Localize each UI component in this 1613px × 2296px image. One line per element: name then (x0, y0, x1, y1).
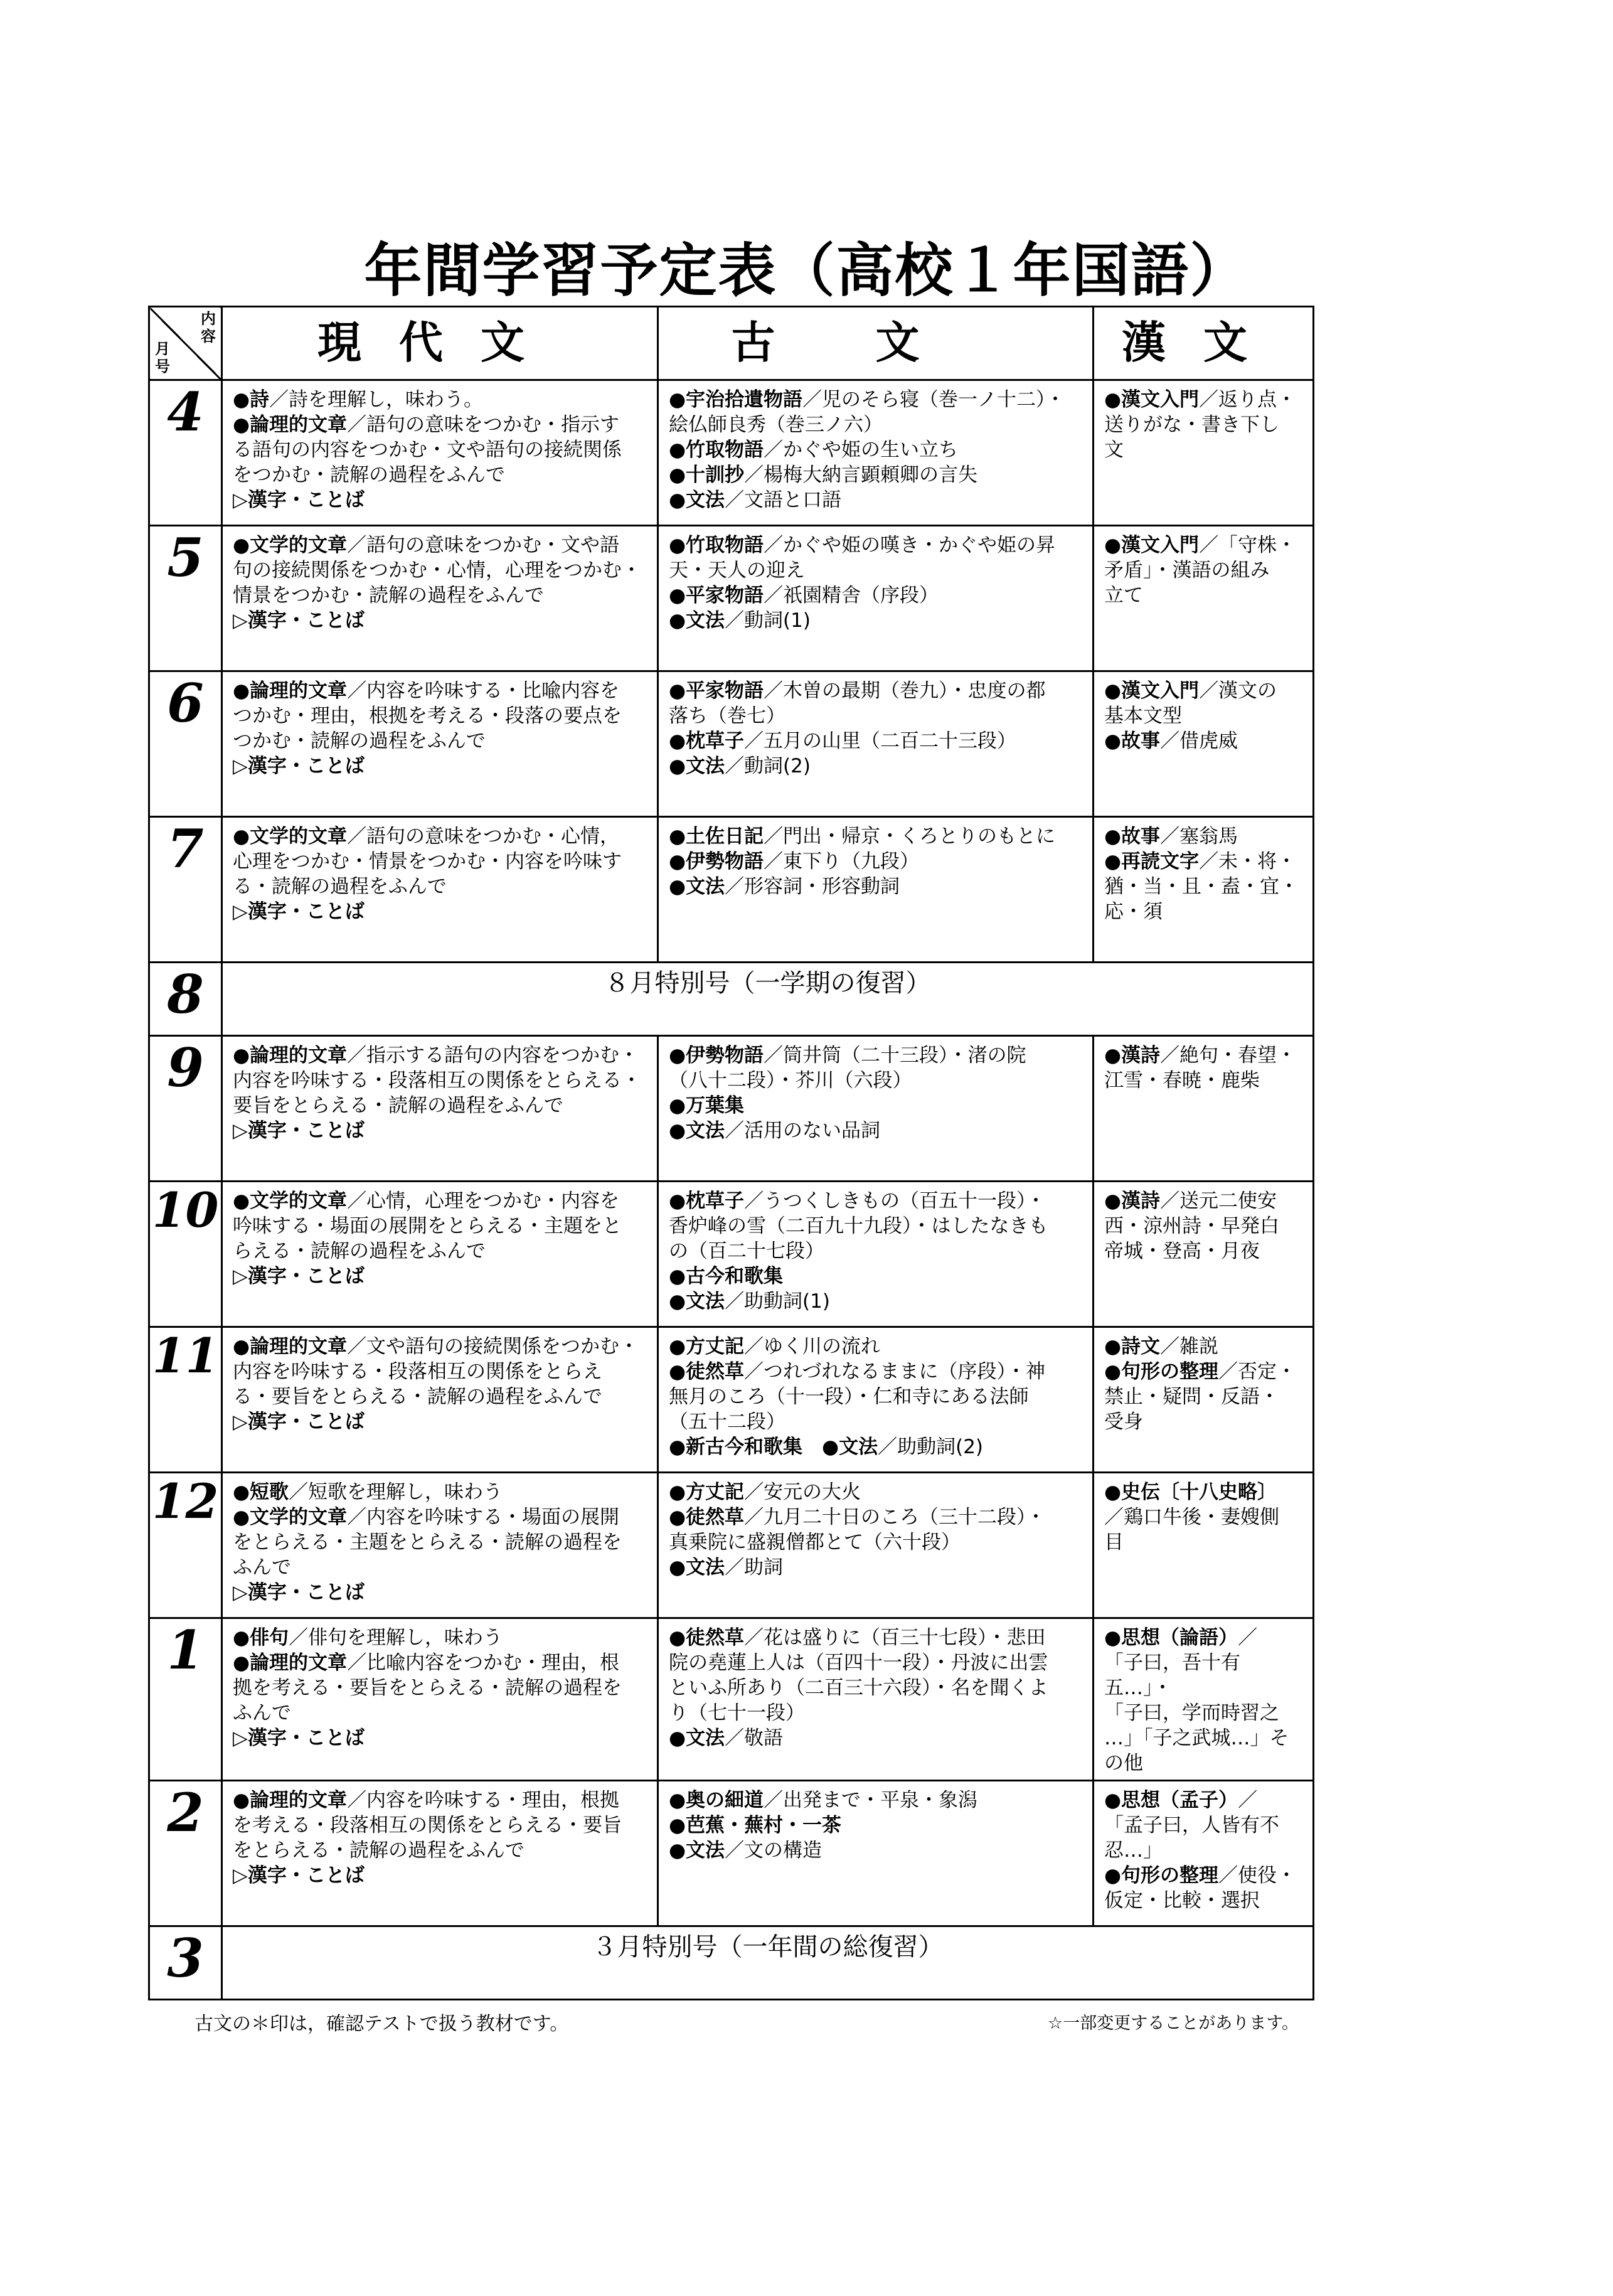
cell-line: （五十二段） (669, 1411, 785, 1433)
month-number: 8 (149, 963, 222, 1036)
month-row-7 (149, 817, 1314, 963)
month-row-9 (149, 1036, 1314, 1182)
month-number: 11 (149, 1327, 222, 1473)
cell-line: ●文法／動詞(1) (669, 609, 811, 632)
cell-line: ▷漢字・ことば (233, 1727, 365, 1749)
cell-line: ●枕草子／五月の山里（二百二十三段） (669, 730, 1017, 752)
kobun-cell (658, 671, 1094, 817)
cell-line: り（七十一段） (669, 1702, 805, 1724)
cell-line: ●徒然草／つれづれなるままに（序段）・神 (669, 1360, 1045, 1383)
cell-line: ●宇治拾遺物語／児のそら寝（巻一ノ十二）・ (669, 388, 1065, 411)
kanbun-cell (1094, 1473, 1314, 1618)
cell-line: ●短歌／短歌を理解し，味わう (233, 1481, 503, 1503)
month-number: 2 (149, 1781, 222, 1926)
cell-line: ●論理的文章／内容を吟味する・比喩内容を (233, 680, 620, 702)
cell-line: ●論理的文章／語句の意味をつかむ・指示す (233, 414, 620, 436)
footnote-asterisk: 古文の＊印は，確認テストで扱う教材です。 (194, 2013, 569, 2035)
cell-line: ●思想（論語）／ (1104, 1626, 1258, 1649)
corner-month-label: 月 号 (155, 340, 170, 375)
gendaibun-cell (222, 1618, 658, 1781)
kobun-cell (658, 1182, 1094, 1327)
cell-line: らえる・読解の過程をふんで (233, 1240, 486, 1263)
month-row-3 (149, 1926, 1314, 2000)
cell-line: 受身 (1104, 1411, 1143, 1433)
cell-line: 立て (1104, 584, 1143, 607)
special-issue-label: ８月特別号（一学期の復習） (222, 963, 1314, 1036)
cell-line: ●文法／文語と口語 (669, 489, 842, 511)
kobun-cell (658, 1473, 1094, 1618)
gendaibun-cell (222, 1182, 658, 1327)
gendaibun-cell (222, 817, 658, 963)
cell-line: ●徒然草／花は盛りに（百三十七段）・悲田 (669, 1626, 1046, 1649)
column-header-kanbun: 漢文 (1094, 307, 1314, 380)
cell-line: ▷漢字・ことば (233, 755, 365, 777)
cell-line: 猶・当・且・盍・宜・ (1104, 875, 1299, 898)
cell-line: ●詩文／雑説 (1104, 1335, 1219, 1358)
cell-line: ●方丈記／安元の大火 (669, 1481, 861, 1503)
cell-line: ●文法／活用のない品詞 (669, 1119, 881, 1142)
kobun-cell (658, 1327, 1094, 1473)
cell-line: ●文法／敬語 (669, 1727, 784, 1749)
month-row-10 (149, 1182, 1314, 1327)
gendaibun-cell (222, 380, 658, 526)
cell-line: ●文法／助動詞(1) (669, 1290, 830, 1313)
cell-line: ●俳句／俳句を理解し，味わう (233, 1626, 503, 1649)
cell-line: ●万葉集 (669, 1094, 745, 1117)
cell-line: 落ち（巻七） (669, 705, 785, 727)
cell-line: ●論理的文章／指示する語句の内容をつかむ・ (233, 1044, 639, 1067)
kobun-cell (658, 817, 1094, 963)
cell-line: 絵仏師良秀（巻三ノ六） (669, 414, 883, 436)
cell-line: ●論理的文章／内容を吟味する・理由，根拠 (233, 1789, 620, 1812)
cell-line: ●漢詩／送元二使安 (1104, 1190, 1277, 1212)
cell-line: 真乗院に盛親僧都とて（六十段） (669, 1531, 961, 1554)
kanbun-cell (1094, 1781, 1314, 1926)
cell-line: 矛盾」・漢語の組み (1104, 559, 1270, 582)
cell-line: ●再読文字／未・将・ (1104, 850, 1297, 873)
cell-line: 忍…」 (1104, 1839, 1163, 1862)
cell-line: ▷漢字・ことば (233, 1581, 365, 1604)
cell-line: ●文学的文章／語句の意味をつかむ・文や語 (233, 534, 620, 557)
month-row-2 (149, 1781, 1314, 1926)
header-row (149, 307, 1314, 380)
cell-line: ●土佐日記／門出・帰京・くろとりのもとに (669, 825, 1056, 848)
cell-line: 天・天人の迎え (669, 559, 805, 582)
cell-line: ●平家物語／木曽の最期（巻九）・忠度の都 (669, 680, 1046, 702)
cell-line: ●漢文入門／漢文の (1104, 680, 1277, 702)
kanbun-cell (1094, 1182, 1314, 1327)
month-row-6 (149, 671, 1314, 817)
cell-line: 香炉峰の雪（二百九十九段）・はしたなきも (669, 1215, 1048, 1237)
cell-line: ふんで (233, 1556, 291, 1579)
cell-line: ▷漢字・ことば (233, 1864, 365, 1887)
cell-line: ●芭蕉・蕪村・一茶 (669, 1814, 842, 1837)
kanbun-cell (1094, 1036, 1314, 1182)
kanbun-cell (1094, 1618, 1314, 1781)
cell-line: をとらえる・読解の過程をふんで (233, 1839, 524, 1862)
cell-line: ●文法／形容詞・形容動詞 (669, 875, 900, 898)
kanbun-cell (1094, 671, 1314, 817)
cell-line: ●伊勢物語／東下り（九段） (669, 850, 920, 873)
kanbun-cell (1094, 1327, 1314, 1473)
month-number: 3 (149, 1926, 222, 2000)
month-row-5 (149, 526, 1314, 671)
cell-line: ●伊勢物語／筒井筒（二十三段）・渚の院 (669, 1044, 1026, 1067)
gendaibun-cell (222, 1327, 658, 1473)
cell-line: 仮定・比較・選択 (1104, 1889, 1260, 1912)
month-number: 12 (149, 1473, 222, 1618)
cell-line: ●思想（孟子）／ (1104, 1789, 1258, 1812)
cell-line: る語句の内容をつかむ・文や語句の接続関係 (233, 439, 622, 461)
cell-line: ●文学的文章／内容を吟味する・場面の展開 (233, 1506, 620, 1529)
cell-line: ●徒然草／九月二十日のころ（三十二段）・ (669, 1506, 1046, 1529)
cell-line: ●新古今和歌集 ●文法／助動詞(2) (669, 1436, 984, 1458)
month-row-4 (149, 380, 1314, 526)
cell-line: ●詩／詩を理解し，味わう。 (233, 388, 484, 411)
cell-line: を考える・段落相互の関係をとらえる・要旨 (233, 1814, 622, 1837)
kanbun-cell (1094, 817, 1314, 963)
cell-line: ●竹取物語／かぐや姫の生い立ち (669, 439, 959, 461)
month-number: 4 (149, 380, 222, 526)
kobun-cell (658, 380, 1094, 526)
corner-header (149, 307, 222, 380)
cell-line: ▷漢字・ことば (233, 1119, 365, 1142)
cell-line: ●文法／文の構造 (669, 1839, 822, 1862)
cell-line: ▷漢字・ことば (233, 1265, 365, 1288)
cell-line: ●故事／塞翁馬 (1104, 825, 1238, 848)
cell-line: る・要旨をとらえる・読解の過程をふんで (233, 1386, 602, 1408)
cell-line: をとらえる・主題をとらえる・読解の過程を (233, 1531, 622, 1554)
cell-line: ●方丈記／ゆく川の流れ (669, 1335, 881, 1358)
column-header-kobun: 古文 (658, 307, 1094, 380)
month-number: 10 (149, 1182, 222, 1327)
gendaibun-cell (222, 1473, 658, 1618)
cell-line: ●句形の整理／否定・ (1104, 1360, 1297, 1383)
month-number: 7 (149, 817, 222, 963)
gendaibun-cell (222, 1036, 658, 1182)
cell-line: 内容を吟味する・段落相互の関係をとらえる・ (233, 1069, 641, 1092)
cell-line: ●漢詩／絶句・春望・ (1104, 1044, 1297, 1067)
month-number: 1 (149, 1618, 222, 1781)
cell-line: の（百二十七段） (669, 1240, 824, 1263)
column-header-gendaibun: 現代文 (222, 307, 658, 380)
kobun-cell (658, 1618, 1094, 1781)
cell-line: 拠を考える・要旨をとらえる・読解の過程を (233, 1677, 622, 1699)
cell-line: る・読解の過程をふんで (233, 875, 447, 898)
footnote-change-notice: ☆一部変更することがあります。 (1048, 2014, 1299, 2033)
cell-line: ●竹取物語／かぐや姫の嘆き・かぐや姫の昇 (669, 534, 1056, 557)
cell-line: つかむ・理由，根拠を考える・段落の要点を (233, 705, 622, 727)
cell-line: ▷漢字・ことば (233, 609, 365, 632)
cell-line: ●漢文入門／「守株・ (1104, 534, 1297, 557)
cell-line: 西・涼州詩・早発白 (1104, 1215, 1279, 1237)
kobun-cell (658, 1781, 1094, 1926)
cell-line: 「孟子曰，人皆有不 (1104, 1814, 1279, 1837)
cell-line: 目 (1104, 1531, 1124, 1554)
cell-line: 禁止・疑問・反語・ (1104, 1386, 1279, 1408)
cell-line: ●古今和歌集 (669, 1265, 784, 1288)
kanbun-cell (1094, 380, 1314, 526)
cell-line: ●史伝〔十八史略〕 (1104, 1481, 1277, 1503)
cell-line: 内容を吟味する・段落相互の関係をとらえ (233, 1360, 602, 1383)
cell-line: ●奥の細道／出発まで・平泉・象潟 (669, 1789, 978, 1812)
gendaibun-cell (222, 1781, 658, 1926)
cell-line: ●平家物語／祇園精舎（序段） (669, 584, 939, 607)
gendaibun-cell (222, 671, 658, 817)
page-title: 年間学習予定表（高校１年国語） (364, 237, 1249, 304)
month-row-12 (149, 1473, 1314, 1618)
cell-line: ●枕草子／うつくしきもの（百五十一段）・ (669, 1190, 1046, 1212)
month-number: 6 (149, 671, 222, 817)
month-number: 5 (149, 526, 222, 671)
cell-line: 要旨をとらえる・読解の過程をふんで (233, 1094, 563, 1117)
cell-line: 帝城・登高・月夜 (1104, 1240, 1260, 1263)
kobun-cell (658, 1036, 1094, 1182)
cell-line: をつかむ・読解の過程をふんで (233, 464, 505, 486)
cell-line: ●文法／動詞(2) (669, 755, 811, 777)
cell-line: ●文法／助詞 (669, 1556, 784, 1579)
cell-line: ▷漢字・ことば (233, 900, 365, 923)
cell-line: 送りがな・書き下し (1104, 414, 1279, 436)
cell-line: 江雪・春暁・鹿柴 (1104, 1069, 1260, 1092)
cell-line: ▷漢字・ことば (233, 489, 365, 511)
cell-line: 情景をつかむ・読解の過程をふんで (233, 584, 544, 607)
gendaibun-cell (222, 526, 658, 671)
cell-line: 応・須 (1104, 900, 1163, 923)
cell-line: 吟味する・場面の展開をとらえる・主題をと (233, 1215, 622, 1237)
month-row-1 (149, 1618, 1314, 1781)
cell-line: ●論理的文章／比喩内容をつかむ・理由，根 (233, 1652, 620, 1674)
cell-line: ●漢文入門／返り点・ (1104, 388, 1297, 411)
corner-content-label: 内 容 (201, 310, 216, 345)
cell-line: といふ所あり（二百三十六段）・名を聞くよ (669, 1677, 1048, 1699)
cell-line: ●故事／借虎威 (1104, 730, 1238, 752)
cell-line: 「子曰，学而時習之 (1104, 1702, 1279, 1724)
cell-line: ●句形の整理／使役・ (1104, 1864, 1297, 1887)
cell-line: …」「子之武城…」その他 (1104, 1727, 1289, 1775)
month-number: 9 (149, 1036, 222, 1182)
cell-line: 基本文型 (1104, 705, 1182, 727)
cell-line: つかむ・読解の過程をふんで (233, 730, 486, 752)
cell-line: ／鶏口牛後・妻嫂側 (1104, 1506, 1279, 1529)
month-row-11 (149, 1327, 1314, 1473)
cell-line: （八十二段）・芥川（六段） (669, 1069, 912, 1092)
cell-line: 文 (1104, 439, 1124, 461)
cell-line: 「子曰，吾十有五…」・ (1104, 1652, 1240, 1699)
cell-line: ●論理的文章／文や語句の接続関係をつかむ・ (233, 1335, 639, 1358)
kobun-cell (658, 526, 1094, 671)
cell-line: ●文学的文章／語句の意味をつかむ・心情， (233, 825, 620, 848)
cell-line: 院の堯蓮上人は（百四十一段）・丹波に出雲 (669, 1652, 1048, 1674)
schedule-table (148, 306, 1314, 2000)
cell-line: ▷漢字・ことば (233, 1411, 365, 1433)
cell-line: 句の接続関係をつかむ・心情，心理をつかむ・ (233, 559, 641, 582)
kanbun-cell (1094, 526, 1314, 671)
cell-line: ●文学的文章／心情，心理をつかむ・内容を (233, 1190, 620, 1212)
cell-line: 心理をつかむ・情景をつかむ・内容を吟味す (233, 850, 622, 873)
month-row-8 (149, 963, 1314, 1036)
cell-line: 無月のころ（十一段）・仁和寺にある法師 (669, 1386, 1029, 1408)
cell-line: ふんで (233, 1702, 291, 1724)
special-issue-label: ３月特別号（一年間の総復習） (222, 1926, 1314, 2000)
cell-line: ●十訓抄／楊梅大納言顕頼卿の言失 (669, 464, 978, 486)
